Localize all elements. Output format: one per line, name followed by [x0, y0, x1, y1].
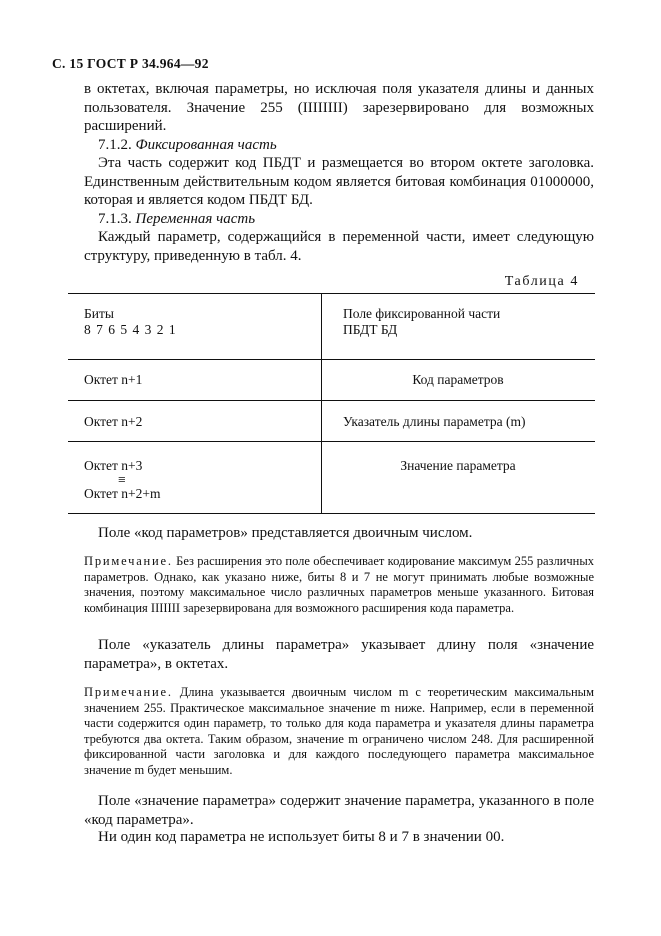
- note-label: Примечание.: [84, 685, 173, 699]
- section-7-1-3-text: Каждый параметр, содержащийся в переменной части, имеет следующую структуру, приведенную в табл. 4.: [84, 229, 594, 264]
- table-header-field-line2: ПБДТ БД: [343, 322, 398, 337]
- section-title: Переменная часть: [135, 211, 256, 227]
- table-row-1-left: Октет n+1: [84, 372, 143, 387]
- section-7-1-2-text: Эта часть содержит код ПБДТ и размещается во втором октете заголовка. Единственным действительным кодом является битовая комбинация 01000000, которая и является кодом ПБДТ БД.: [84, 155, 594, 208]
- table-divider: [321, 293, 322, 513]
- table-header-field-line1: Поле фиксированной части: [343, 306, 501, 321]
- table-row-2-left: Октет n+2: [84, 414, 143, 429]
- para-bits: Ни один код параметра не использует биты 8 и 7 в значении 00.: [98, 829, 505, 845]
- table-rule: [68, 441, 595, 442]
- note-text: Длина указывается двоичным числом m с теоретическим максимальным значением 255. Практическое максимальное значение m ниже. Например, если в переменной части содержится один параметр, то только для кода параметра и указателя длины параметра требуются два октета. Таким образом, значение m ограничено числом 248. Для расширенной фиксированной части заголовка и для каждого последующего параметра максимальное значение m будет меньшим.: [84, 685, 594, 777]
- table-row-3-left-bottom: Октет n+2+m: [84, 486, 161, 501]
- table-rule-top: [68, 293, 595, 294]
- table-row-3-left-mid: ≡: [118, 472, 126, 487]
- note-text: Без расширения это поле обеспечивает кодирование максимум 255 различных параметров. Однако, как указано ниже, биты 8 и 7 не могут принимать любые возможные значения, поэтому максимальное число различных параметров меньше указанного. Битовая комбинация IIIIIII зарезервирована для возможного расширения кода параметра.: [84, 554, 595, 615]
- table-rule-bottom: [68, 513, 595, 514]
- table-row-3-right: Значение параметра: [400, 458, 516, 473]
- table-rule: [68, 400, 595, 401]
- table-header-bits-label: Биты: [84, 306, 114, 321]
- note-label: Примечание.: [84, 554, 173, 568]
- para-length: Поле «указатель длины параметра» указывает длину поля «значение параметра», в октетах.: [84, 637, 594, 672]
- intro-paragraph: в октетах, включая параметры, но исключая поля указателя длины и данных пользователя. Значение 255 (IIIIIIII) зарезервировано для возможных расширений.: [84, 81, 594, 134]
- table-row-3-left-top: Октет n+3: [84, 458, 143, 473]
- table-row-1-right: Код параметров: [412, 372, 504, 387]
- section-7-1-2-heading: [98, 136, 277, 155]
- table-header-bits: 8 7 6 5 4 3 2 1: [84, 322, 177, 337]
- table-rule: [68, 359, 595, 360]
- note-1: [84, 554, 594, 616]
- section-title: Фиксированная часть: [135, 137, 277, 153]
- table-title: Таблица 4: [504, 274, 579, 289]
- note-2: [84, 685, 594, 778]
- table-row-2-right: Указатель длины параметра (m): [343, 414, 526, 429]
- section-7-1-3-heading: [98, 210, 255, 229]
- para-value: Поле «значение параметра» содержит значение параметра, указанного в поле «код параметра».: [84, 793, 594, 828]
- section-number: 7.1.3.: [98, 211, 132, 227]
- section-number: 7.1.2.: [98, 137, 132, 153]
- page-header: С. 15 ГОСТ Р 34.964—92: [52, 56, 209, 71]
- para-code: Поле «код параметров» представляется двоичным числом.: [98, 525, 473, 541]
